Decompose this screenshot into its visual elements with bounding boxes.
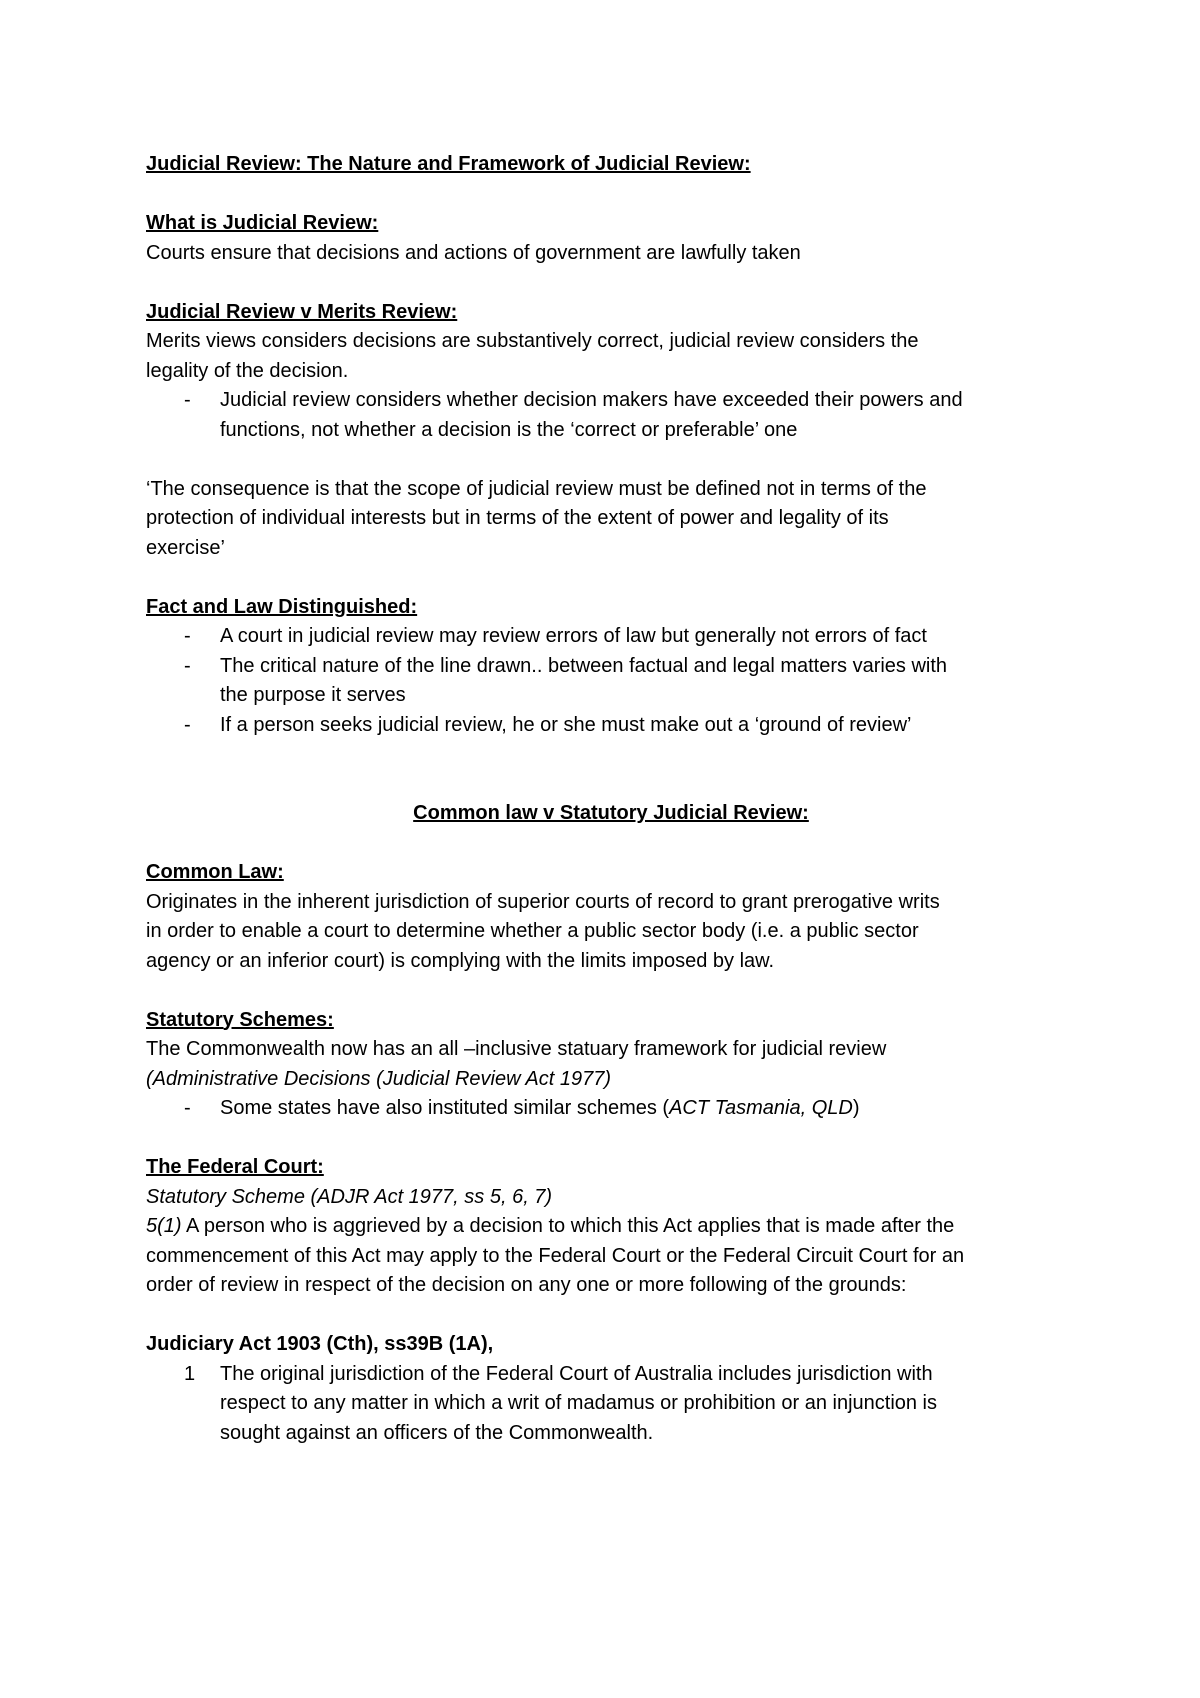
federal-text-line — [146, 1212, 1076, 1242]
statutory-bullet-list — [146, 1094, 1076, 1124]
what-is-heading: What is Judicial Review: — [146, 212, 379, 234]
states-list: ACT Tasmania, QLD — [669, 1097, 853, 1119]
judiciary-numbered-list — [146, 1360, 1076, 1449]
fact-law-bullet-list — [146, 622, 1076, 740]
statutory-text-line: The Commonwealth now has an all –inclusive statuary framework for judicial review — [146, 1038, 887, 1060]
bullet-text-line: Judicial review considers whether decision makers have exceeded their powers and — [220, 389, 963, 411]
quote-line: exercise’ — [146, 536, 225, 559]
merits-text-line: Merits views considers decisions are substantively correct, judicial review considers the — [146, 330, 919, 352]
bullet-text-line: functions, not whether a decision is the ‘correct or preferable’ one — [220, 418, 798, 441]
bullet-dash: - — [184, 713, 191, 736]
federal-court-heading: The Federal Court: — [146, 1156, 324, 1178]
quote-line: ‘The consequence is that the scope of judicial review must be defined not in terms of the — [146, 477, 927, 500]
bullet-text: Some states have also instituted similar schemes ( — [220, 1097, 670, 1119]
document-body — [146, 150, 1076, 1448]
bullet-text-line: A court in judicial review may review errors of law but generally not errors of fact — [220, 625, 927, 647]
bullet-text-line: The critical nature of the line drawn.. between factual and legal matters varies with — [220, 654, 948, 677]
judiciary-act-heading: Judiciary Act 1903 (Cth), ss39B (1A), — [146, 1333, 494, 1355]
common-law-text-line: agency or an inferior court) is complying with the limits imposed by law. — [146, 949, 775, 972]
statutory-act-citation: (Administrative Decisions (Judicial Review Act 1977) — [146, 1067, 611, 1090]
bullet-text-line: If a person seeks judicial review, he or she must make out a ‘ground of review’ — [220, 713, 912, 736]
merits-heading: Judicial Review v Merits Review: — [146, 300, 458, 323]
list-item — [146, 1094, 1076, 1124]
merits-bullet-list — [146, 386, 1076, 445]
document-title: Judicial Review: The Nature and Framework of Judicial Review: — [146, 153, 751, 175]
bullet-text-line — [220, 1094, 1076, 1124]
statutory-heading: Statutory Schemes: — [146, 1008, 334, 1031]
federal-text-line: commencement of this Act may apply to the Federal Court or the Federal Circuit Court for an — [146, 1244, 965, 1267]
bullet-text-line: the purpose it serves — [220, 684, 406, 706]
what-is-text: Courts ensure that decisions and actions of government are lawfully taken — [146, 241, 801, 264]
common-law-heading: Common Law: — [146, 861, 284, 883]
numbered-text-line: The original jurisdiction of the Federal Court of Australia includes jurisdiction with — [220, 1362, 933, 1385]
bullet-dash: - — [184, 389, 191, 411]
list-item — [146, 386, 1076, 445]
list-item — [146, 1360, 1076, 1449]
bullet-dash: - — [184, 625, 191, 647]
merits-text-line: legality of the decision. — [146, 359, 349, 382]
common-law-text-line: in order to enable a court to determine whether a public sector body (i.e. a public sector — [146, 920, 919, 942]
common-law-text-line: Originates in the inherent jurisdiction of superior courts of record to grant prerogative writs — [146, 890, 940, 913]
numbered-text-line: respect to any matter in which a writ of madamus or prohibition or an injunction is — [220, 1392, 938, 1414]
section-title: Common law v Statutory Judicial Review: — [413, 802, 809, 824]
list-number: 1 — [184, 1362, 196, 1385]
fact-law-heading: Fact and Law Distinguished: — [146, 595, 418, 618]
bullet-text: ) — [852, 1097, 860, 1119]
quote-line: protection of individual interests but in terms of the extent of power and legality of its — [146, 507, 889, 529]
federal-text: A person who is aggrieved by a decision to which this Act applies that is made after the — [181, 1215, 955, 1237]
numbered-text-line: sought against an officers of the Commonwealth. — [220, 1421, 654, 1444]
list-item — [146, 622, 1076, 652]
bullet-dash: - — [184, 654, 191, 677]
bullet-dash: - — [184, 1097, 191, 1119]
list-item — [146, 652, 1076, 711]
federal-text-line: order of review in respect of the decision on any one or more following of the grounds: — [146, 1274, 907, 1296]
section-number: 5(1) — [146, 1215, 182, 1237]
list-item — [146, 711, 1076, 741]
statutory-scheme-citation: Statutory Scheme (ADJR Act 1977, ss 5, 6, 7) — [146, 1185, 553, 1208]
